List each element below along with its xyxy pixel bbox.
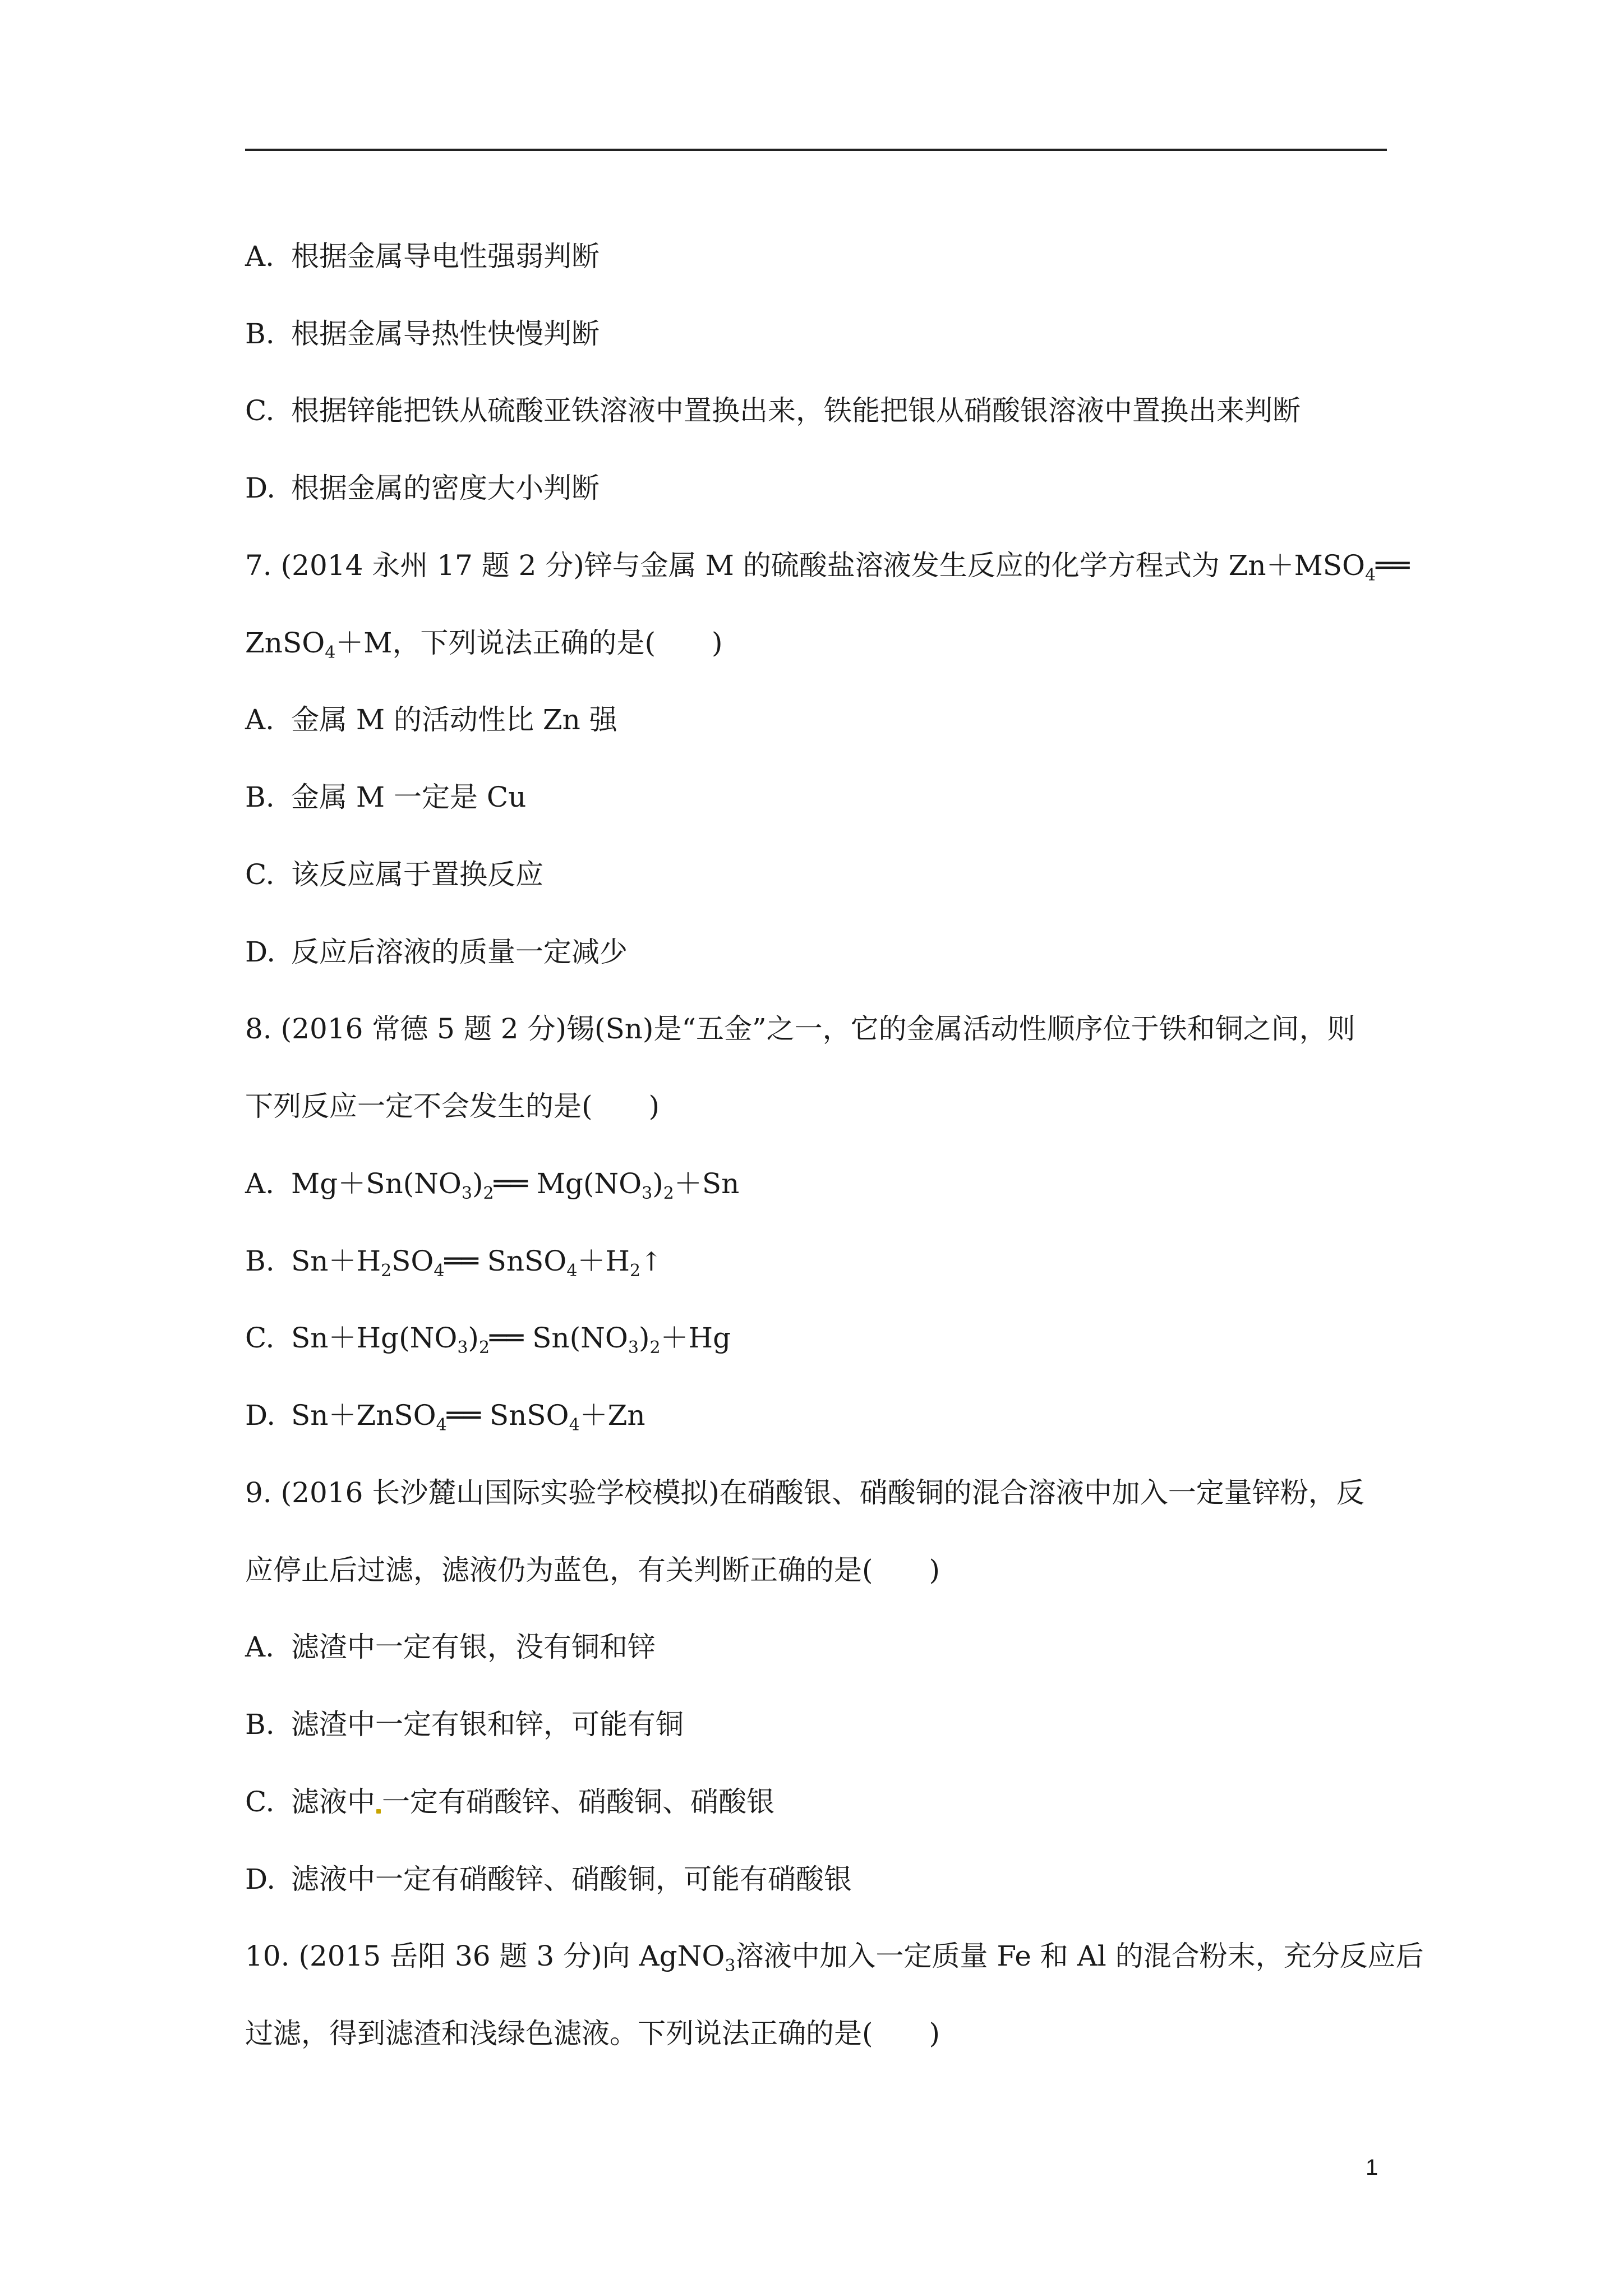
equation-part: ) — [472, 1167, 483, 1200]
q10-stem-line-1 — [245, 1939, 1424, 1976]
option-letter: D. — [245, 1863, 276, 1895]
equation-part: ) — [638, 1322, 650, 1354]
yellow-mark — [376, 1809, 381, 1814]
equation-part: ＋H — [577, 1245, 630, 1277]
option-text: 该反应属于置换反应 — [291, 858, 543, 891]
subscript: 4 — [566, 1261, 578, 1281]
subscript: 2 — [649, 1338, 661, 1358]
q7-stem-text: ＋M，下列说法正确的是( ) — [335, 627, 723, 659]
q10-stem-text: 过滤，得到滤渣和浅绿色滤液。下列说法正确的是( ) — [245, 2017, 940, 2050]
subscript: 4 — [436, 1415, 447, 1435]
equals-sign: ══ — [1376, 549, 1410, 582]
option-text: 滤渣中一定有银和锌，可能有铜 — [291, 1708, 684, 1741]
option-text: 滤液中 — [291, 1786, 375, 1818]
q7-option-b — [245, 780, 526, 814]
equation-part: ＋Zn — [579, 1399, 645, 1432]
subscript: 2 — [483, 1184, 494, 1203]
q7-option-c — [245, 858, 543, 891]
option-letter: B. — [245, 781, 275, 813]
subscript: 3 — [461, 1184, 472, 1203]
header-rule — [245, 149, 1387, 151]
option-letter: A. — [245, 703, 275, 736]
gas-arrow-icon: ↑ — [640, 1246, 662, 1277]
q7-stem-line-2 — [245, 626, 723, 660]
option-letter: C. — [245, 1322, 275, 1354]
option-text: 根据金属的密度大小判断 — [291, 472, 600, 504]
option-letter: B. — [245, 1245, 275, 1277]
subscript: 4 — [1365, 565, 1376, 585]
subscript: 2 — [478, 1338, 490, 1358]
q8-stem-line-2 — [245, 1089, 660, 1123]
subscript: 3 — [628, 1338, 639, 1358]
option-letter: D. — [245, 472, 276, 504]
subscript: 2 — [663, 1184, 674, 1203]
q9-stem-text: 应停止后过滤，滤液仍为蓝色，有关判断正确的是( ) — [245, 1554, 940, 1586]
equation-part: Sn＋ZnSO — [291, 1399, 436, 1432]
option-letter: A. — [245, 1631, 275, 1663]
q6-option-b — [245, 317, 600, 351]
option-text: 反应后溶液的质量一定减少 — [291, 936, 628, 968]
q9-stem-text: (2016 长沙麓山国际实验学校模拟)在硝酸银、硝酸铜的混合溶液中加入一定量锌粉，反 — [280, 1476, 1364, 1509]
equation-part: ＋Sn — [674, 1167, 740, 1200]
q7-option-d — [245, 935, 628, 969]
option-letter: B. — [245, 318, 275, 350]
question-number: 9. — [245, 1476, 272, 1509]
option-text: 根据金属导热性快慢判断 — [291, 318, 600, 350]
option-text: 滤液中一定有硝酸锌、硝酸铜，可能有硝酸银 — [291, 1863, 852, 1895]
question-number: 7. — [245, 549, 272, 582]
q7-stem-line-1 — [245, 549, 1410, 585]
option-letter: C. — [245, 394, 275, 427]
subscript: 4 — [325, 643, 336, 662]
q7-stem-text: ZnSO — [245, 627, 325, 659]
option-letter: C. — [245, 858, 275, 891]
subscript: 2 — [381, 1261, 392, 1281]
q8-option-d — [245, 1398, 645, 1435]
equation-part: ══ SnSO — [444, 1245, 567, 1277]
equation-part: SO — [391, 1245, 434, 1277]
q7-option-a — [245, 703, 617, 737]
q9-option-b — [245, 1708, 684, 1741]
equation-part: Sn＋H — [291, 1245, 381, 1277]
q8-stem-text: 下列反应一定不会发生的是( ) — [245, 1090, 660, 1122]
subscript: 2 — [630, 1261, 641, 1281]
q10-stem-text: (2015 岳阳 36 题 3 分)向 AgNO — [298, 1940, 725, 1972]
q6-option-d — [245, 471, 600, 505]
option-text: 金属 M 一定是 Cu — [291, 781, 527, 813]
page-number: 1 — [1366, 2155, 1378, 2180]
option-text: 根据锌能把铁从硫酸亚铁溶液中置换出来，铁能把银从硝酸银溶液中置换出来判断 — [291, 394, 1301, 427]
equation-part: ＋Hg — [660, 1322, 731, 1354]
subscript: 3 — [457, 1338, 468, 1358]
q9-stem-line-1 — [245, 1476, 1364, 1510]
q8-option-a — [245, 1167, 740, 1203]
option-letter: C. — [245, 1786, 275, 1818]
option-text: 金属 M 的活动性比 Zn 强 — [291, 703, 617, 736]
subscript: 4 — [434, 1261, 445, 1281]
option-letter: B. — [245, 1708, 275, 1741]
option-letter: A. — [245, 240, 275, 273]
equation-part: ) — [468, 1322, 479, 1354]
q8-option-c — [245, 1321, 731, 1358]
q8-stem-line-1 — [245, 1012, 1355, 1046]
option-letter: D. — [245, 936, 276, 968]
equation-part: Sn＋Hg(NO — [291, 1322, 458, 1354]
option-letter: A. — [245, 1167, 275, 1200]
option-letter: D. — [245, 1399, 276, 1432]
q8-option-b — [245, 1244, 662, 1281]
q9-option-a — [245, 1630, 656, 1664]
option-text: 一定有硝酸锌、硝酸铜、硝酸银 — [382, 1786, 774, 1818]
q9-option-c — [245, 1785, 774, 1819]
q9-option-d — [245, 1862, 852, 1896]
equation-part: ══ Mg(NO — [494, 1167, 642, 1200]
q10-stem-text: 溶液中加入一定质量 Fe 和 Al 的混合粉末，充分反应后 — [735, 1940, 1424, 1972]
question-number: 10. — [245, 1940, 290, 1972]
q8-stem-text: (2016 常德 5 题 2 分)锡(Sn)是“五金”之一，它的金属活动性顺序位于铁和铜之间，则 — [280, 1013, 1355, 1045]
equation-part: Mg＋Sn(NO — [291, 1167, 462, 1200]
q6-option-a — [245, 240, 600, 273]
equation-part: ══ Sn(NO — [490, 1322, 628, 1354]
subscript: 4 — [569, 1415, 580, 1435]
option-text: 滤渣中一定有银，没有铜和锌 — [291, 1631, 656, 1663]
option-text: 根据金属导电性强弱判断 — [291, 240, 600, 273]
subscript: 3 — [725, 1956, 736, 1976]
q10-stem-line-2 — [245, 2017, 940, 2050]
question-number: 8. — [245, 1013, 272, 1045]
q9-stem-line-2 — [245, 1553, 940, 1587]
q6-option-c — [245, 394, 1301, 427]
equation-part: ══ SnSO — [446, 1399, 569, 1432]
subscript: 3 — [642, 1184, 653, 1203]
q7-stem-text: (2014 永州 17 题 2 分)锌与金属 M 的硫酸盐溶液发生反应的化学方程式为 Zn＋MSO — [280, 549, 1366, 582]
equation-part: ) — [652, 1167, 663, 1200]
